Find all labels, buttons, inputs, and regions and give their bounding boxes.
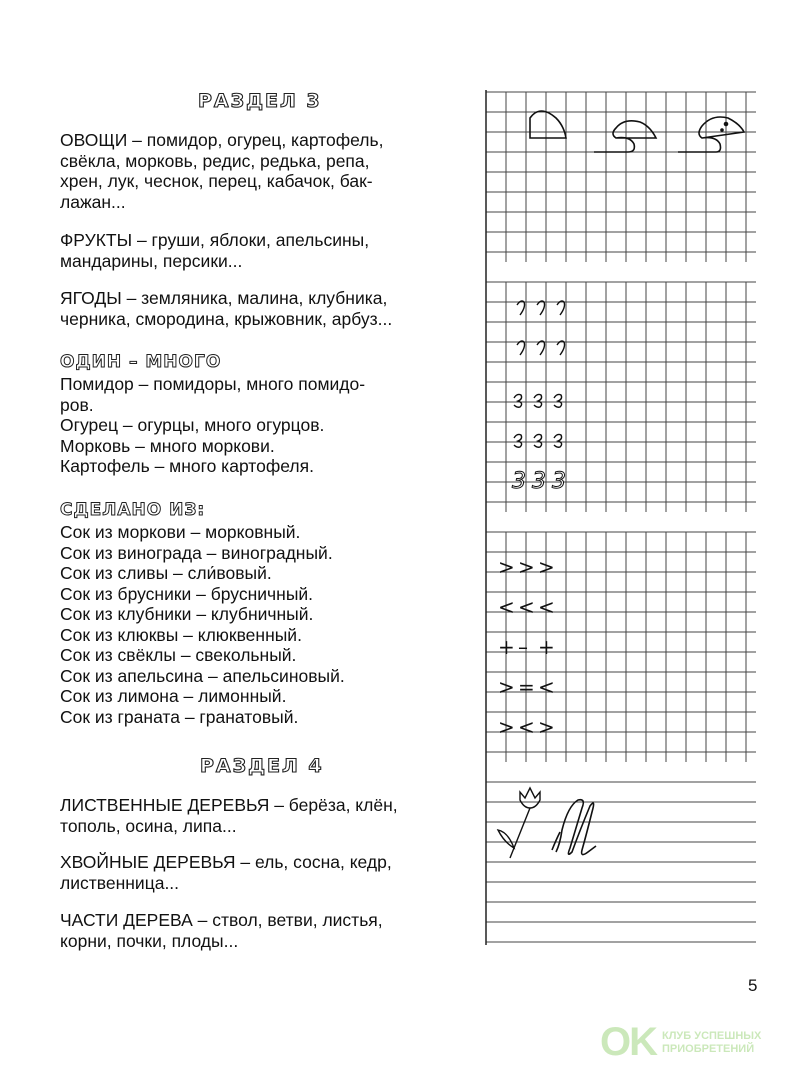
math-symbol: < (518, 595, 535, 619)
math-symbol: < (538, 675, 555, 699)
watermark-logo: OK (600, 1020, 656, 1064)
digit-3: 3 (532, 469, 546, 494)
one-many-line: Картофель – много картофеля. (60, 456, 314, 476)
deciduous-line: ЛИСТВЕННЫЕ ДЕРЕВЬЯ – берёза, клён, (60, 795, 398, 815)
berries-line: черника, смородина, крыжовник, арбуз... (60, 308, 393, 329)
digit-3: 3 (512, 469, 526, 494)
mouse-trace-1 (530, 111, 566, 138)
one-many-line: Огурец – огурцы, много огурцов. (60, 415, 325, 435)
conifers-line: ХВОЙНЫЕ ДЕРЕВЬЯ – ель, сосна, кедр, (60, 852, 392, 872)
math-symbol: < (538, 595, 555, 619)
watermark-line-1: КЛУБ УСПЕШНЫХ (662, 1029, 762, 1042)
section-3-title: РАЗДЕЛ 3 (198, 90, 322, 112)
cursive-letter-sh (552, 800, 596, 855)
one-many-line: Помидор – помидоры, много помидо- (60, 374, 366, 394)
made-of-item: Сок из апельсина – апельсиновый. (60, 665, 345, 686)
conifers-line: лиственница... (60, 872, 180, 893)
vegetables-line: ОВОЩИ – помидор, огурец, картофель, (60, 130, 384, 150)
one-many-title: ОДИН – МНОГО (60, 352, 222, 372)
made-of-item: Сок из моркови – морковный. (60, 522, 301, 542)
tree-parts-line: ЧАСТИ ДЕРЕВА – ствол, ветви, листья, (60, 910, 383, 930)
math-symbol: > (498, 675, 515, 699)
vegetables-line: хрен, лук, чеснок, перец, кабачок, бак- (60, 171, 373, 191)
section-4-title: РАЗДЕЛ 4 (200, 755, 324, 777)
math-symbol: > (498, 715, 515, 739)
made-of-item: Сок из брусники – брусничный. (60, 583, 314, 604)
mouse-trace-2 (594, 121, 656, 152)
digit-3: 3 (552, 469, 566, 494)
digit-row (512, 469, 566, 494)
watermark (600, 1020, 761, 1065)
made-of-item: Сок из клубники – клубничный. (60, 604, 314, 624)
math-symbol: < (518, 715, 535, 739)
one-many-line: ров. (60, 394, 94, 415)
tree-parts-line: корни, почки, плоды... (60, 930, 239, 951)
watermark-line-2: ПРИОБРЕТЕНИЙ (662, 1042, 755, 1055)
mouse-drawing (678, 117, 744, 152)
made-of-item: Сок из сливы – сли́вовый. (60, 563, 272, 583)
math-symbol: > (518, 555, 535, 579)
math-symbol: + (538, 635, 555, 659)
vegetables-line: лажан... (60, 191, 126, 212)
math-symbol: = (518, 675, 535, 699)
page-number: 5 (748, 976, 758, 995)
made-of-item: Сок из свёклы – свекольный. (60, 645, 297, 665)
one-many-line: Морковь – много моркови. (60, 435, 275, 456)
made-of-title: СДЕЛАНО ИЗ: (60, 500, 206, 520)
math-symbol: > (538, 555, 555, 579)
math-symbol: > (498, 555, 515, 579)
fruits-line: ФРУКТЫ – груши, яблоки, апельсины, (60, 230, 370, 250)
made-of-item: Сок из лимона – лимонный. (60, 686, 287, 706)
math-symbol: > (538, 715, 555, 739)
made-of-item: Сок из клюквы – клюквенный. (60, 624, 302, 645)
made-of-item: Сок из винограда – виноградный. (60, 542, 333, 563)
deciduous-line: тополь, осина, липа... (60, 815, 237, 836)
math-symbol: + (498, 635, 515, 659)
berries-line: ЯГОДЫ – земляника, малина, клубника, (60, 288, 388, 308)
tulip-drawing (498, 788, 540, 858)
vegetables-line: свёкла, морковь, редис, редька, репа, (60, 150, 370, 171)
math-symbol: < (498, 595, 515, 619)
math-symbol: – (518, 635, 528, 659)
fruits-line: мандарины, персики... (60, 250, 243, 271)
hook-strokes (514, 301, 565, 447)
made-of-item: Сок из граната – гранатовый. (60, 706, 299, 727)
